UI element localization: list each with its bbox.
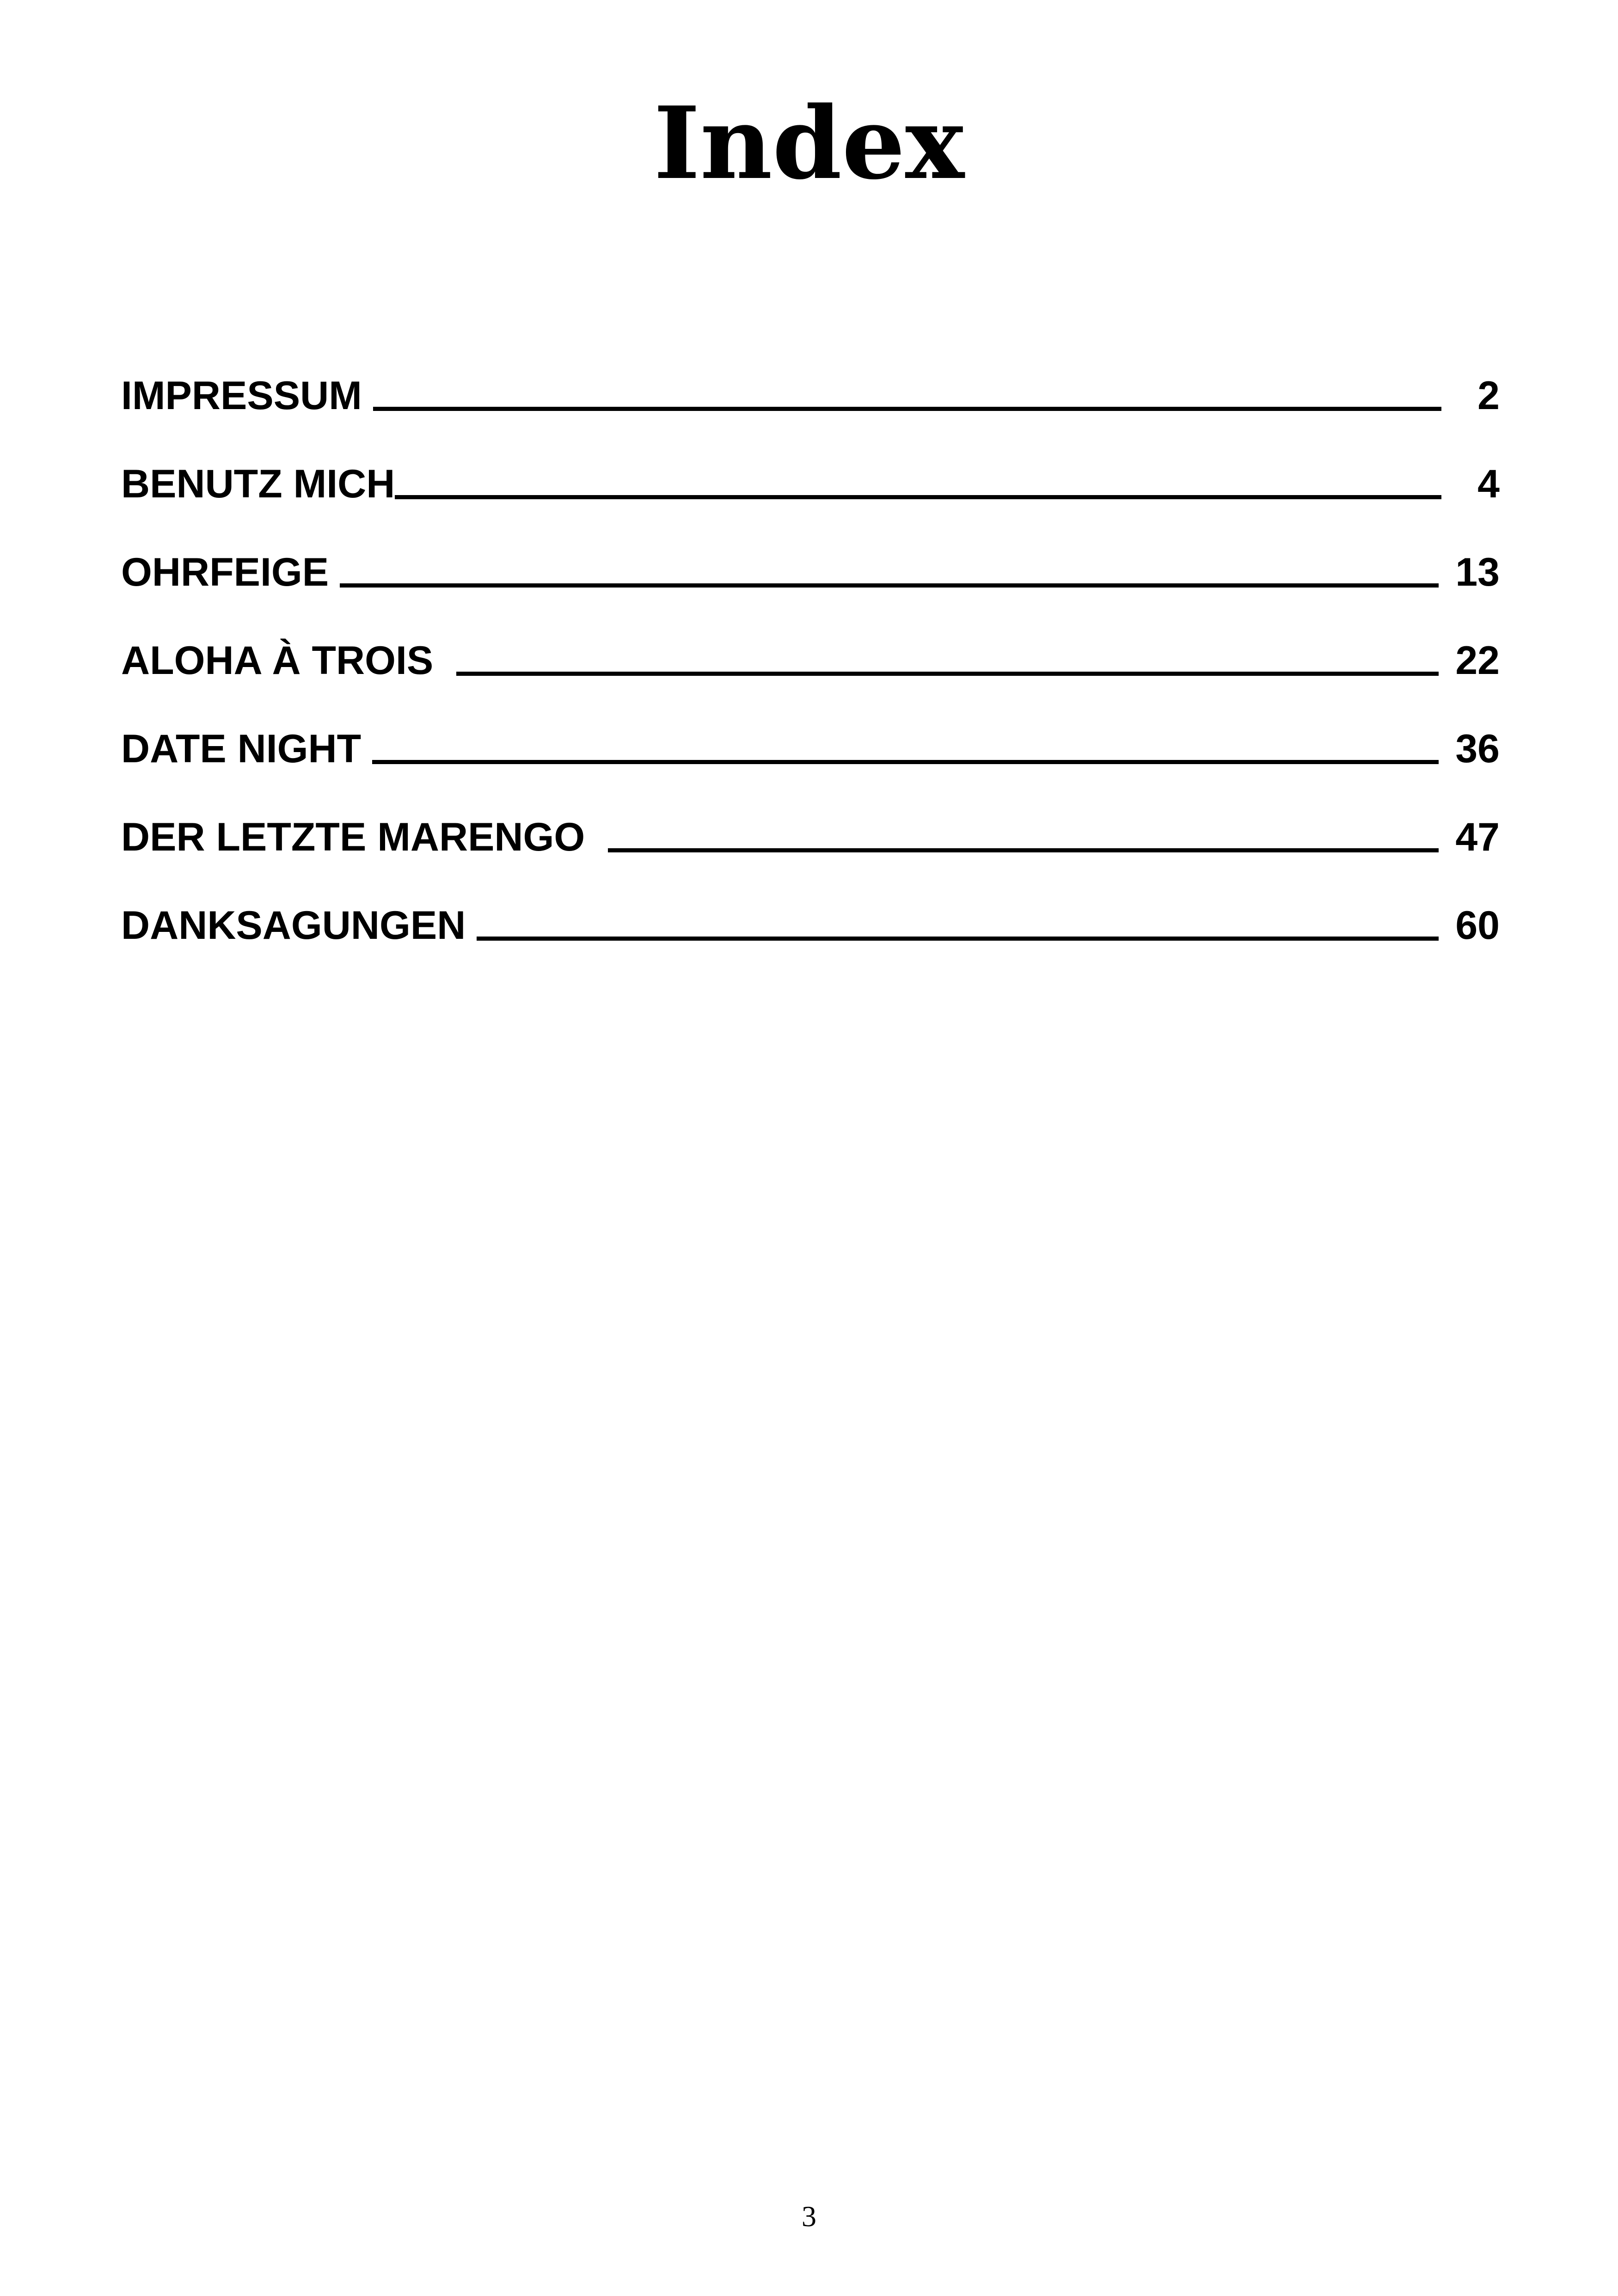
- toc-entry-label: ALOHA À TROIS: [121, 638, 434, 683]
- toc-entry-page: 22: [1455, 638, 1500, 683]
- page-number: 3: [802, 2200, 816, 2233]
- toc-entry-benutz-mich: [121, 421, 1500, 509]
- toc-entry-page: 4: [1477, 462, 1500, 506]
- toc-entry-der-letzte-marengo: [121, 774, 1500, 863]
- toc-entry-label: BENUTZ MICH: [121, 462, 395, 506]
- toc-entry-danksagungen: [121, 863, 1500, 951]
- toc-entry-page: 13: [1455, 550, 1500, 594]
- toc-entry-page: 60: [1455, 903, 1500, 948]
- toc-leader-line: [395, 495, 1441, 499]
- toc-entry-aloha-a-trois: [121, 598, 1500, 686]
- toc-entry-impressum: [121, 333, 1500, 421]
- table-of-contents: [121, 333, 1500, 951]
- toc-leader-line: [608, 848, 1439, 852]
- toc-leader-line: [477, 937, 1439, 941]
- page-title: Index: [653, 85, 965, 202]
- toc-entry-label: OHRFEIGE: [121, 550, 329, 594]
- toc-entry-page: 2: [1477, 373, 1500, 418]
- toc-leader-line: [456, 672, 1439, 676]
- toc-entry-label: DATE NIGHT: [121, 727, 362, 771]
- toc-entry-page: 47: [1455, 815, 1500, 859]
- toc-entry-date-night: [121, 686, 1500, 774]
- toc-leader-line: [373, 407, 1441, 411]
- toc-entry-ohrfeige: [121, 509, 1500, 598]
- toc-leader-line: [372, 760, 1439, 764]
- toc-leader-line: [340, 583, 1439, 588]
- toc-entry-label: DER LETZTE MARENGO: [121, 815, 585, 859]
- toc-entry-page: 36: [1455, 727, 1500, 771]
- toc-entry-label: DANKSAGUNGEN: [121, 903, 466, 948]
- toc-entry-label: IMPRESSUM: [121, 373, 362, 418]
